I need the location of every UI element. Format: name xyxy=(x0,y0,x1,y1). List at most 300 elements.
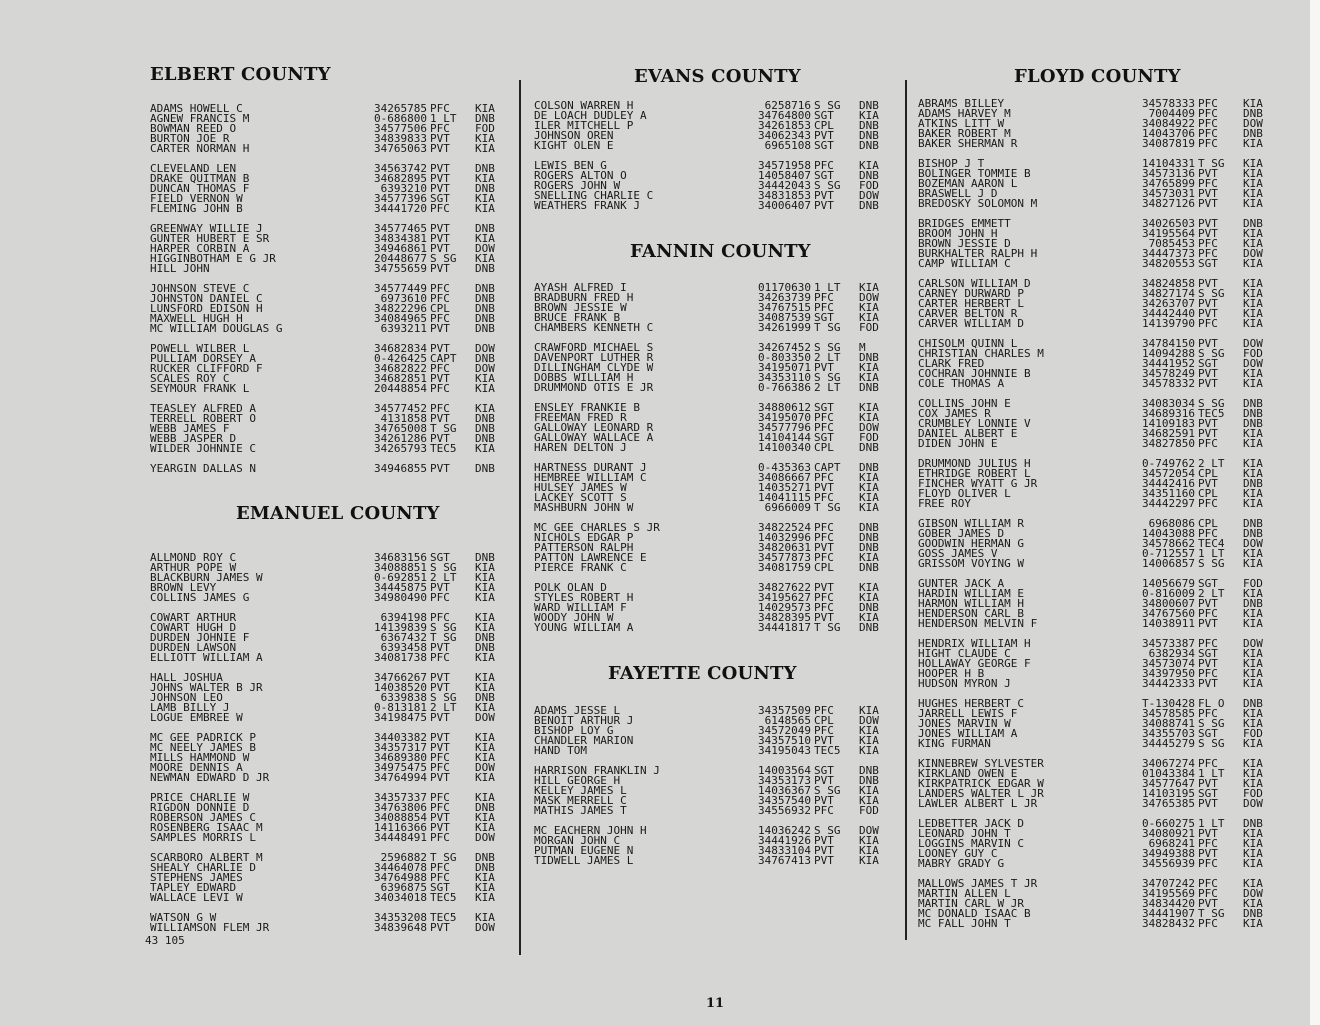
casualty-row xyxy=(534,503,894,513)
casualty-name: WATSON G W xyxy=(150,911,217,924)
rank: 1 LT xyxy=(1198,547,1225,560)
casualty-status: DOW xyxy=(859,189,879,202)
service-number: 34357317 xyxy=(374,741,427,754)
casualty-status: KIA xyxy=(1243,467,1263,480)
casualty-status: KIA xyxy=(1243,757,1263,770)
entry-group xyxy=(534,523,894,573)
service-number: 34195569 xyxy=(1142,887,1195,900)
casualty-name: TEASLEY ALFRED A xyxy=(150,402,256,415)
service-number: 14029573 xyxy=(758,601,811,614)
rank: 2 LT xyxy=(1198,457,1225,470)
casualty-status: KIA xyxy=(1243,317,1263,330)
entry-group xyxy=(918,339,1278,389)
service-number: 0-749762 xyxy=(1142,457,1195,470)
casualty-name: CHRISTIAN CHARLES M xyxy=(918,347,1044,360)
casualty-status: KIA xyxy=(475,252,495,265)
casualty-name: HILL GEORGE H xyxy=(534,774,621,787)
casualty-name: FLOYD OLIVER L xyxy=(918,487,1011,500)
service-number: 6258716 xyxy=(764,99,811,112)
service-number: 34765063 xyxy=(374,142,427,155)
service-number: 6393210 xyxy=(380,182,427,195)
service-number: 14104144 xyxy=(758,431,811,444)
rank: PVT xyxy=(814,854,834,867)
casualty-status: DOW xyxy=(1243,537,1263,550)
casualty-row xyxy=(150,593,510,603)
service-number: 6367432 xyxy=(380,631,427,644)
rank: T SG xyxy=(1198,157,1225,170)
entry-group xyxy=(918,759,1278,809)
rank: PVT xyxy=(1198,797,1218,810)
casualty-status: KIA xyxy=(859,401,879,414)
casualty-row xyxy=(918,379,1278,389)
rank: PFC xyxy=(814,601,834,614)
casualty-name: CHAMBERS KENNETH C xyxy=(534,321,654,334)
casualty-row xyxy=(150,144,510,154)
casualty-name: HALL JOSHUA xyxy=(150,671,223,684)
casualty-name: HIGGINBOTHAM E G JR xyxy=(150,252,276,265)
casualty-name: FLEMING JOHN B xyxy=(150,202,243,215)
rank: 2 LT xyxy=(430,701,457,714)
casualty-name: CARNEY DURWARD P xyxy=(918,287,1024,300)
casualty-status: KIA xyxy=(475,911,495,924)
casualty-row xyxy=(150,713,510,723)
service-number: 34689316 xyxy=(1142,407,1195,420)
service-number: 34577796 xyxy=(758,421,811,434)
entry-group xyxy=(534,766,894,816)
service-number: 14043706 xyxy=(1142,127,1195,140)
casualty-row xyxy=(918,619,1278,629)
entry-group xyxy=(918,579,1278,629)
service-number: 34820553 xyxy=(1142,257,1195,270)
service-number: 34828395 xyxy=(758,611,811,624)
rank: T SG xyxy=(430,631,457,644)
service-number: 34766267 xyxy=(374,671,427,684)
casualty-name: KINNEBREW SYLVESTER xyxy=(918,757,1044,770)
casualty-status: KIA xyxy=(1243,897,1263,910)
casualty-name: KING FURMAN xyxy=(918,737,991,750)
casualty-status: KIA xyxy=(1243,557,1263,570)
casualty-name: FREE ROY xyxy=(918,497,971,510)
entry-group xyxy=(150,404,510,454)
service-number: 34949388 xyxy=(1142,847,1195,860)
casualty-name: COLSON WARREN H xyxy=(534,99,634,112)
casualty-name: HARDIN WILLIAM E xyxy=(918,587,1024,600)
entry-group xyxy=(150,284,510,334)
casualty-name: HENDERSON CARL B xyxy=(918,607,1024,620)
casualty-status: DNB xyxy=(1243,697,1263,710)
rank: PFC xyxy=(430,831,450,844)
casualty-name: CLEVELAND LEN xyxy=(150,162,237,175)
casualty-row xyxy=(534,323,894,333)
casualty-name: COLLINS JAMES G xyxy=(150,591,250,604)
casualty-name: CARVER BELTON R xyxy=(918,307,1018,320)
service-number: 0-435363 xyxy=(758,461,811,474)
casualty-name: BOZEMAN AARON L xyxy=(918,177,1018,190)
casualty-row xyxy=(534,746,894,756)
rank: PFC xyxy=(430,282,450,295)
service-number: 34062343 xyxy=(758,129,811,142)
casualty-status: DOW xyxy=(859,824,879,837)
service-number: 34261999 xyxy=(758,321,811,334)
casualty-status: DOW xyxy=(475,831,495,844)
casualty-status: KIA xyxy=(1243,97,1263,110)
rank: PFC xyxy=(430,382,450,395)
casualty-row xyxy=(534,443,894,453)
casualty-name: MAXWELL HUGH H xyxy=(150,312,243,325)
casualty-name: LOGUE EMBREE W xyxy=(150,711,243,724)
rank: 1 LT xyxy=(430,112,457,125)
rank: PFC xyxy=(1198,607,1218,620)
casualty-name: COX JAMES R xyxy=(918,407,991,420)
rank: PVT xyxy=(430,641,450,654)
service-number: 34081738 xyxy=(374,651,427,664)
casualty-name: BURKHALTER RALPH H xyxy=(918,247,1038,260)
rank: PVT xyxy=(430,821,450,834)
entry-group xyxy=(150,853,510,903)
casualty-row xyxy=(150,923,510,933)
casualty-status: KIA xyxy=(859,471,879,484)
entry-group xyxy=(150,553,510,603)
rank: S SG xyxy=(430,252,457,265)
casualty-name: PATTERSON RALPH xyxy=(534,541,634,554)
casualty-status: KIA xyxy=(859,724,879,737)
service-number: 34682834 xyxy=(374,342,427,355)
rank: 2 LT xyxy=(814,351,841,364)
casualty-status: KIA xyxy=(859,281,879,294)
casualty-name: LAMB BILLY J xyxy=(150,701,230,714)
casualty-row xyxy=(150,444,510,454)
casualty-row xyxy=(918,559,1278,569)
casualty-status: KIA xyxy=(475,232,495,245)
rank: SGT xyxy=(1198,727,1218,740)
rank: CPL xyxy=(1198,517,1218,530)
casualty-name: BRIDGES EMMETT xyxy=(918,217,1011,230)
casualty-status: KIA xyxy=(1243,607,1263,620)
service-number: 34573136 xyxy=(1142,167,1195,180)
rank: PVT xyxy=(1198,477,1218,490)
casualty-name: GUNTER HUBERT E SR xyxy=(150,232,270,245)
casualty-status: DNB xyxy=(475,851,495,864)
service-number: 34834420 xyxy=(1142,897,1195,910)
casualty-name: HARRISON FRANKLIN J xyxy=(534,764,660,777)
rank: PVT xyxy=(814,611,834,624)
casualty-status: DNB xyxy=(475,861,495,874)
casualty-name: CARVER WILLIAM D xyxy=(918,317,1024,330)
entry-group xyxy=(534,101,894,151)
casualty-name: TAPLEY EDWARD xyxy=(150,881,237,894)
casualty-name: WARD WILLIAM F xyxy=(534,601,627,614)
rank: PFC xyxy=(430,292,450,305)
rank: PVT xyxy=(1198,217,1218,230)
service-number: 14094288 xyxy=(1142,347,1195,360)
rank: PVT xyxy=(430,242,450,255)
casualty-name: JARRELL LEWIS F xyxy=(918,707,1018,720)
rank: PVT xyxy=(430,132,450,145)
casualty-name: DE LOACH DUDLEY A xyxy=(534,109,647,122)
casualty-name: CLARK FRED xyxy=(918,357,985,370)
service-number: 34445875 xyxy=(374,581,427,594)
casualty-name: COLLINS JOHN E xyxy=(918,397,1011,410)
rank: PVT xyxy=(430,142,450,155)
service-number: 34195564 xyxy=(1142,227,1195,240)
entry-group xyxy=(150,733,510,783)
entry-group xyxy=(150,464,510,474)
casualty-status: KIA xyxy=(859,551,879,564)
rank: 1 LT xyxy=(1198,767,1225,780)
casualty-status: KIA xyxy=(859,481,879,494)
service-number: 34034018 xyxy=(374,891,427,904)
service-number: 34351160 xyxy=(1142,487,1195,500)
casualty-status: KIA xyxy=(859,159,879,172)
service-number: 34067274 xyxy=(1142,757,1195,770)
rank: PVT xyxy=(1198,227,1218,240)
casualty-name: SCARBORO ALBERT M xyxy=(150,851,263,864)
casualty-status: DOW xyxy=(475,342,495,355)
service-number: 34578585 xyxy=(1142,707,1195,720)
casualty-name: RUCKER CLIFFORD F xyxy=(150,362,263,375)
rank: PFC xyxy=(430,312,450,325)
service-number: 34573074 xyxy=(1142,657,1195,670)
casualty-status: FOD xyxy=(859,321,879,334)
casualty-status: KIA xyxy=(1243,717,1263,730)
service-number: 34880612 xyxy=(758,401,811,414)
entry-group xyxy=(534,283,894,333)
service-number: 4131858 xyxy=(380,412,427,425)
casualty-status: KIA xyxy=(1243,257,1263,270)
service-number: 6393211 xyxy=(380,322,427,335)
casualty-status: KIA xyxy=(1243,187,1263,200)
rank: SGT xyxy=(430,551,450,564)
casualty-name: CAMP WILLIAM C xyxy=(918,257,1011,270)
casualty-status: KIA xyxy=(1243,547,1263,560)
column-divider-right xyxy=(905,80,907,940)
service-number: 6148565 xyxy=(764,714,811,727)
rank: 2 LT xyxy=(814,381,841,394)
casualty-status: DOW xyxy=(475,242,495,255)
casualty-status: KIA xyxy=(1243,667,1263,680)
rank: S SG xyxy=(430,621,457,634)
casualty-name: JOHNSON LEO xyxy=(150,691,223,704)
service-number: 34084922 xyxy=(1142,117,1195,130)
rank: PVT xyxy=(1198,777,1218,790)
rank: S SG xyxy=(1198,737,1225,750)
casualty-name: WALLACE LEVI W xyxy=(150,891,243,904)
casualty-status: DOW xyxy=(475,761,495,774)
service-number: 34403382 xyxy=(374,731,427,744)
casualty-name: AGNEW FRANCIS M xyxy=(150,112,250,125)
casualty-status: DNB xyxy=(1243,217,1263,230)
casualty-status: KIA xyxy=(1243,377,1263,390)
casualty-name: HENDRIX WILLIAM H xyxy=(918,637,1031,650)
casualty-status: KIA xyxy=(475,681,495,694)
casualty-status: KIA xyxy=(1243,307,1263,320)
casualty-status: KIA xyxy=(1243,827,1263,840)
casualty-name: ROSENBERG ISAAC M xyxy=(150,821,263,834)
casualty-status: KIA xyxy=(859,834,879,847)
rank: PVT xyxy=(430,322,450,335)
service-number: T-130428 xyxy=(1142,697,1195,710)
service-number: 34827174 xyxy=(1142,287,1195,300)
service-number: 34833104 xyxy=(758,844,811,857)
casualty-name: MC GEE PADRICK P xyxy=(150,731,256,744)
casualty-status: DOW xyxy=(1243,247,1263,260)
rank: PFC xyxy=(1198,317,1218,330)
casualty-status: KIA xyxy=(475,621,495,634)
rank: PFC xyxy=(430,611,450,624)
rank: PVT xyxy=(430,412,450,425)
rank: PVT xyxy=(1198,597,1218,610)
casualty-row xyxy=(918,919,1278,929)
casualty-row xyxy=(918,259,1278,269)
casualty-name: AYASH ALFRED I xyxy=(534,281,627,294)
casualty-name: ROGERS ALTON O xyxy=(534,169,627,182)
rank: PVT xyxy=(814,774,834,787)
rank: PFC xyxy=(814,531,834,544)
service-number: 0-426425 xyxy=(374,352,427,365)
service-number: 14058407 xyxy=(758,169,811,182)
casualty-status: KIA xyxy=(1243,457,1263,470)
casualty-name: STYLES ROBERT H xyxy=(534,591,634,604)
casualty-name: FREEMAN FRED R xyxy=(534,411,627,424)
casualty-name: MOORE DENNIS A xyxy=(150,761,243,774)
casualty-status: DOW xyxy=(1243,337,1263,350)
casualty-name: GOODWIN HERMAN G xyxy=(918,537,1024,550)
casualty-name: CARTER NORMAN H xyxy=(150,142,250,155)
rank: PVT xyxy=(430,162,450,175)
casualty-name: HAND TOM xyxy=(534,744,587,757)
casualty-status: KIA xyxy=(859,371,879,384)
casualty-status: DNB xyxy=(475,551,495,564)
rank: CPL xyxy=(1198,467,1218,480)
service-number: 34578249 xyxy=(1142,367,1195,380)
service-number: 34764800 xyxy=(758,109,811,122)
casualty-status: DNB xyxy=(475,112,495,125)
casualty-name: DURDEN JOHNIE F xyxy=(150,631,250,644)
rank: PFC xyxy=(814,421,834,434)
rank: PVT xyxy=(814,734,834,747)
casualty-name: BLACKBURN JAMES W xyxy=(150,571,263,584)
casualty-status: DNB xyxy=(859,139,879,152)
casualty-status: FOD xyxy=(1243,787,1263,800)
casualty-status: KIA xyxy=(1243,917,1263,930)
casualty-status: DNB xyxy=(859,441,879,454)
casualty-status: KIA xyxy=(859,591,879,604)
casualty-status: DNB xyxy=(859,621,879,634)
service-number: 34081759 xyxy=(758,561,811,574)
rank: PVT xyxy=(430,372,450,385)
rank: PFC xyxy=(430,651,450,664)
casualty-status: KIA xyxy=(1243,777,1263,790)
service-number: 20448677 xyxy=(374,252,427,265)
casualty-status: KIA xyxy=(475,821,495,834)
entry-group xyxy=(534,826,894,866)
casualty-status: DNB xyxy=(1243,907,1263,920)
casualty-row xyxy=(150,464,510,474)
service-number: 34822524 xyxy=(758,521,811,534)
casualty-status: KIA xyxy=(475,581,495,594)
rank: PFC xyxy=(430,861,450,874)
casualty-status: KIA xyxy=(859,854,879,867)
rank: PVT xyxy=(1198,307,1218,320)
service-number: 34784150 xyxy=(1142,337,1195,350)
casualty-status: DNB xyxy=(859,541,879,554)
casualty-row xyxy=(918,799,1278,809)
casualty-status: DNB xyxy=(1243,527,1263,540)
rank: PVT xyxy=(814,189,834,202)
casualty-name: BROWN JESSIE W xyxy=(534,301,627,314)
casualty-name: ATKINS LITT W xyxy=(918,117,1005,130)
rank: PVT xyxy=(430,462,450,475)
casualty-name: ADAMS JESSE L xyxy=(534,704,621,717)
service-number: 34572049 xyxy=(758,724,811,737)
service-number: 0-692851 xyxy=(374,571,427,584)
rank: PFC xyxy=(430,102,450,115)
entry-group xyxy=(918,459,1278,509)
casualty-status: KIA xyxy=(859,361,879,374)
casualty-name: BREDOSKY SOLOMON M xyxy=(918,197,1038,210)
casualty-name: MORGAN JOHN C xyxy=(534,834,621,847)
casualty-name: LANDERS WALTER L JR xyxy=(918,787,1044,800)
casualty-name: CARTER HERBERT L xyxy=(918,297,1024,310)
service-number: 14038911 xyxy=(1142,617,1195,630)
rank: TEC5 xyxy=(430,442,457,455)
casualty-status: DNB xyxy=(859,119,879,132)
casualty-name: FINCHER WYATT G JR xyxy=(918,477,1038,490)
casualty-status: KIA xyxy=(859,734,879,747)
casualty-row xyxy=(534,856,894,866)
casualty-status: DNB xyxy=(475,302,495,315)
service-number: 34765385 xyxy=(1142,797,1195,810)
casualty-name: MARTIN ALLEN L xyxy=(918,887,1011,900)
service-number: 34767515 xyxy=(758,301,811,314)
rank: PFC xyxy=(814,291,834,304)
rank: FL O xyxy=(1198,697,1225,710)
casualty-name: ROGERS JOHN W xyxy=(534,179,621,192)
entry-group xyxy=(918,399,1278,449)
casualty-name: ALLMOND ROY C xyxy=(150,551,237,564)
casualty-status: DNB xyxy=(859,99,879,112)
casualty-name: BAKER ROBERT M xyxy=(918,127,1011,140)
casualty-name: ADAMS HARVEY M xyxy=(918,107,1011,120)
entry-group xyxy=(534,463,894,513)
casualty-name: JONES WILLIAM A xyxy=(918,727,1018,740)
service-number: 34767413 xyxy=(758,854,811,867)
casualty-name: SAMPLES MORRIS L xyxy=(150,831,256,844)
casualty-status: KIA xyxy=(1243,837,1263,850)
casualty-name: HARPER CORBIN A xyxy=(150,242,250,255)
casualty-name: WILDER JOHNNIE C xyxy=(150,442,256,455)
casualty-name: COLE THOMAS A xyxy=(918,377,1005,390)
service-number: 34086667 xyxy=(758,471,811,484)
rank: T SG xyxy=(814,321,841,334)
casualty-status: KIA xyxy=(475,561,495,574)
casualty-status: KIA xyxy=(475,142,495,155)
rank: CPL xyxy=(814,441,834,454)
casualty-status: KIA xyxy=(475,132,495,145)
rank: PVT xyxy=(430,182,450,195)
casualty-status: KIA xyxy=(1243,737,1263,750)
county-list-emanuel xyxy=(150,553,510,943)
casualty-status: KIA xyxy=(1243,237,1263,250)
casualty-name: BRADBURN FRED H xyxy=(534,291,634,304)
rank: PFC xyxy=(1198,637,1218,650)
rank: PFC xyxy=(814,551,834,564)
county-heading-elbert: ELBERT COUNTY xyxy=(150,64,331,85)
service-number: 34578332 xyxy=(1142,377,1195,390)
entry-group xyxy=(150,793,510,843)
rank: S SG xyxy=(1198,397,1225,410)
service-number: 34682591 xyxy=(1142,427,1195,440)
